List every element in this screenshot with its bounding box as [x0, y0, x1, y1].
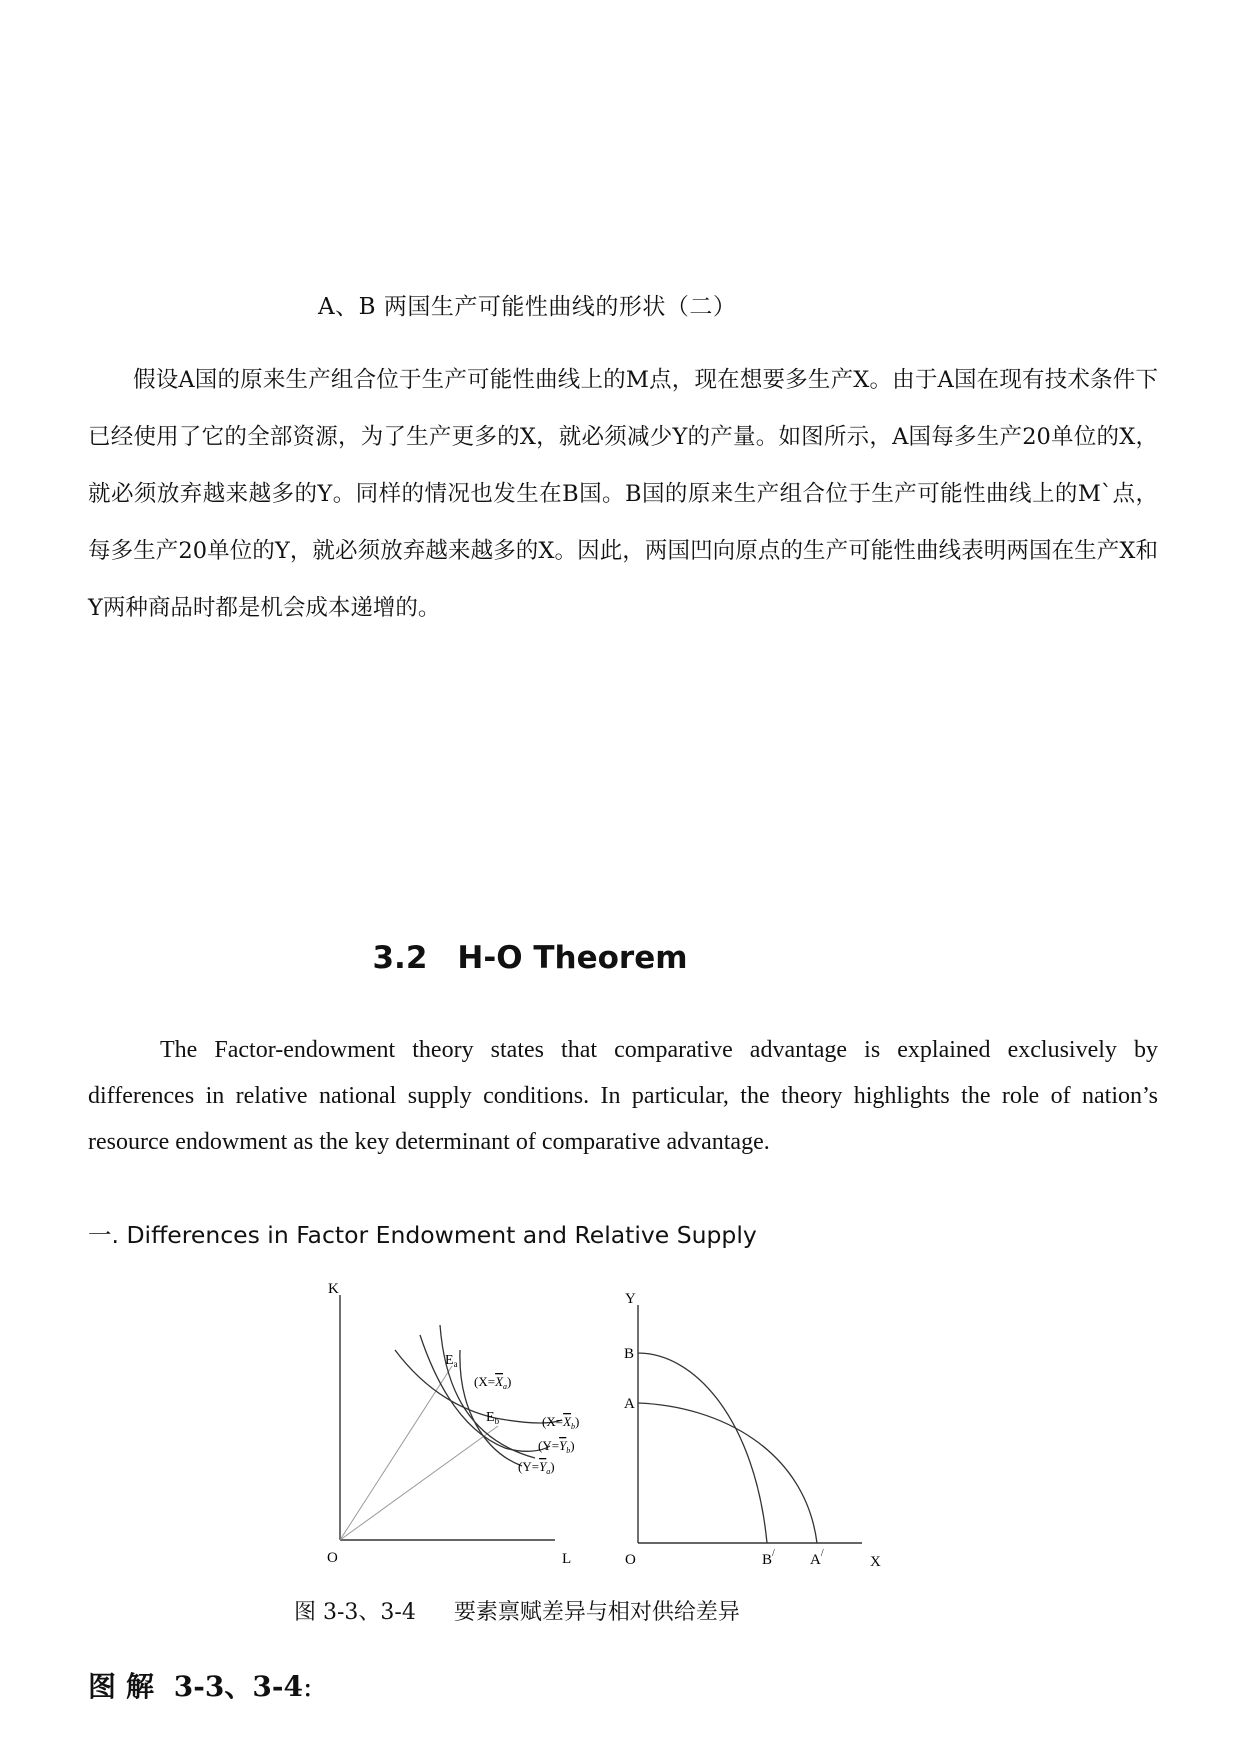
chinese-paragraph: 假设A国的原来生产组合位于生产可能性曲线上的M点，现在想要多生产X。由于A国在现有技术条件下已经使用了它的全部资源，为了生产更多的X，就必须减少Y的产量。如图所示，A国每多生产20单位的X，就必须放弃越来越多的Y。同样的情况也发生在B国。B国的原来生产组合位于生产可能性曲线上的M`点，每多生产20单位的Y，就必须放弃越来越多的X。因此，两国凹向原点的生产可能性曲线表明两国在生产X和Y两种商品时都是机会成本递增的。 [88, 367, 1158, 621]
figure-caption-text: 要素禀赋差异与相对供给差异 [453, 1600, 740, 1625]
sub-heading: 一. Differences in Factor Endowment and Relative Supply [88, 1221, 757, 1249]
bottom-heading-colon: : [302, 1670, 313, 1703]
bottom-heading-text: 图解 [88, 1670, 165, 1703]
label-y-ya: $(Y=Y_a)$ [518, 1459, 555, 1476]
intercept-b-label: B [624, 1346, 635, 1362]
section-title [0, 940, 1060, 976]
isoquant-diagram [327, 1281, 579, 1567]
bottom-heading-number: 3-3、3-4 [173, 1670, 303, 1703]
figure-caption [294, 1595, 740, 1626]
label-x-xa: $(X=X_a)$ [474, 1374, 512, 1391]
figure-number: 图 3-3、3-4 [294, 1600, 416, 1625]
origin-right-label: O [625, 1552, 636, 1568]
point-eb-label: $E_b$ [486, 1410, 500, 1426]
factor-endowment-figure [300, 1270, 900, 1590]
y-axis-label: Y [625, 1291, 636, 1307]
ppf-country-a [638, 1403, 817, 1543]
ray-ea [340, 1366, 452, 1540]
intercept-a-label: A [624, 1396, 635, 1412]
x-axis-label: X [870, 1554, 881, 1570]
intercept-a-prime-label: A/ [810, 1548, 824, 1568]
figure-caption-top: A、B 两国生产可能性曲线的形状（二） [318, 294, 737, 320]
k-axis-label: K [328, 1281, 339, 1297]
intercept-b-prime-label: B/ [762, 1548, 775, 1568]
section-number: 3.2 [372, 940, 428, 976]
bottom-heading [88, 1665, 312, 1705]
label-y-yb: $(Y=Y_b)$ [538, 1438, 575, 1455]
isoquant-y-a [460, 1350, 522, 1466]
l-axis-label: L [562, 1551, 572, 1567]
ray-eb [340, 1426, 498, 1540]
point-ea-label: $E_a$ [445, 1353, 458, 1369]
section-title-text: H-O Theorem [457, 940, 688, 976]
ppf-country-b [638, 1353, 767, 1543]
english-paragraph: The Factor-endowment theory states that comparative advantage is explained exclusively by differences in relative national supply conditions. In particular, the theory highlights the role of nation’s resource endowment as the key determinant of comparative advantage. [88, 1037, 1158, 1155]
ppf-diagram [624, 1291, 881, 1570]
label-x-xb: $(X=X_b)$ [542, 1414, 580, 1431]
origin-left-label: O [327, 1550, 338, 1566]
